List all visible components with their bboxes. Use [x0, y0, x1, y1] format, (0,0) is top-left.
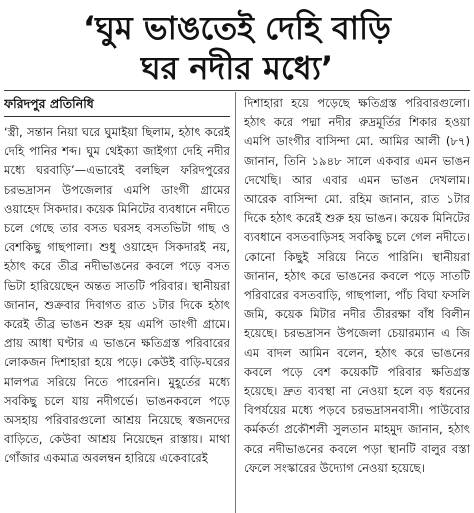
column-divider	[235, 92, 236, 513]
article-column-right	[244, 94, 470, 513]
column-left-text: ‘স্ত্রী, সন্তান নিয়া ঘরে ঘুমাইয়া ছিলাম, হঠাৎ করেই দেহি পানির শব্দ। ঘুম থেইক্যা জাইগ্যা দেহি নদীর মধ্যে ঘরবাড়ি’—এভাবেই বলছিল ফরিদপুরের চরভদ্রাসন উপজেলার এমপি ডাংগী গ্রামের ওয়াহেদ সিকদার। কয়েক মিনিটের ব্যবধানে নদীতে চলে গেছে তার বসত ঘরসহ বসতভিটা গাছ ও বেশকিছু গাছপালা। শুধু ওয়াহেদ সিকদারই নয়, হঠাৎ করে তীব্র নদীভাঙনের কবলে পড়ে বসত ভিটা হারিয়েছেন অন্তত সাতটি পরিবার। স্থানীয়রা জানান, শুক্রবার দিবাগত রাত ১টার দিকে হঠাৎ করেই তীব্র ভাঙন শুরু হয় এমপি ডাংগী গ্রামে। প্রায় আধা ঘণ্টার এ ভাঙনে ক্ষতিগ্রস্ত পরিবারের লোকজন দিশাহারা হয়ে পড়ে। কেউই বাড়ি-ঘরের মালপত্র সরিয়ে নিতে পারেননি। মুহূর্তের মধ্যে সবকিছু চলে যায় নদীগর্ভে। ভাঙনকবলে পড়ে অসহায় পরিবারগুলো আশ্রয় নিয়েছে স্বজনদের বাড়িতে, কেউবা আশ্রয় নিয়েছেন রাস্তায়। মাথা গোঁজার একমাত্র অবলম্বন হারিয়ে একেবারেই	[4, 125, 230, 466]
byline: ফরিদপুর প্রতিনিধি	[4, 96, 94, 111]
article-headline	[0, 0, 474, 88]
headline-rule	[4, 90, 470, 91]
byline-rule	[4, 116, 230, 117]
headline-line-1: ‘ঘুম ভাঙতেই দেহি বাড়ি	[82, 9, 392, 47]
headline-line-2: ঘর নদীর মধ্যে’	[140, 49, 334, 87]
article-column-left	[4, 94, 230, 513]
column-right-text: দিশাহারা হয়ে পড়েছে ক্ষতিগ্রস্ত পরিবারগুলো। হঠাৎ করে পদ্মা নদীর রুদ্রমূর্তির শিকার হওয়া এমপি ডাংগীর বাসিন্দা মো. আমির আলী (৮৭) জানান, তিনি ১৯৪৮ সালে একবার এমন ভাঙন দেখেছি। আর এবার এমন ভাঙন দেখলাম। আরেক বাসিন্দা মো. রহিম জানান, রাত ১টার দিকে হঠাৎ করেই শুরু হয় ভাঙন। কয়েক মিনিটের ব্যবধানে বসতবাড়িসহ সবকিছু চলে গেল নদীতে। কোনো কিছুই সরিয়ে নিতে পারিনি। স্থানীয়রা জানান, হঠাৎ করে ভাঙনের কবলে পড়ে সাতটি পরিবারের বসতবাড়ি, গাছপালা, পাঁচ বিঘা ফসলি জমি, কয়েক মিটার নদীর তীররক্ষা বাঁধ বিলীন হয়েছে। চরভদ্রাসন উপজেলা চেয়ারম্যান এ জি এম বাদল আমিন বলেন, হঠাৎ করে ভাঙনের কবলে পড়ে বেশ কয়েকটি পরিবার ক্ষতিগ্রস্ত হয়েছে। দ্রুত ব্যবস্থা না নেওয়া হলে বড় ধরনের বিপর্যয়ের মধ্যে পড়বে চরভদ্রাসনবাসী। পাউবোর কর্মকর্তা প্রকৌশলী সুলতান মাহমুদ জানান, হঠাৎ করে নদীভাঙনের কবলে পড়া স্থানটি বালুর বস্তা ফেলে সংস্কারের উদ্যোগ নেওয়া হয়েছে।	[244, 96, 470, 475]
